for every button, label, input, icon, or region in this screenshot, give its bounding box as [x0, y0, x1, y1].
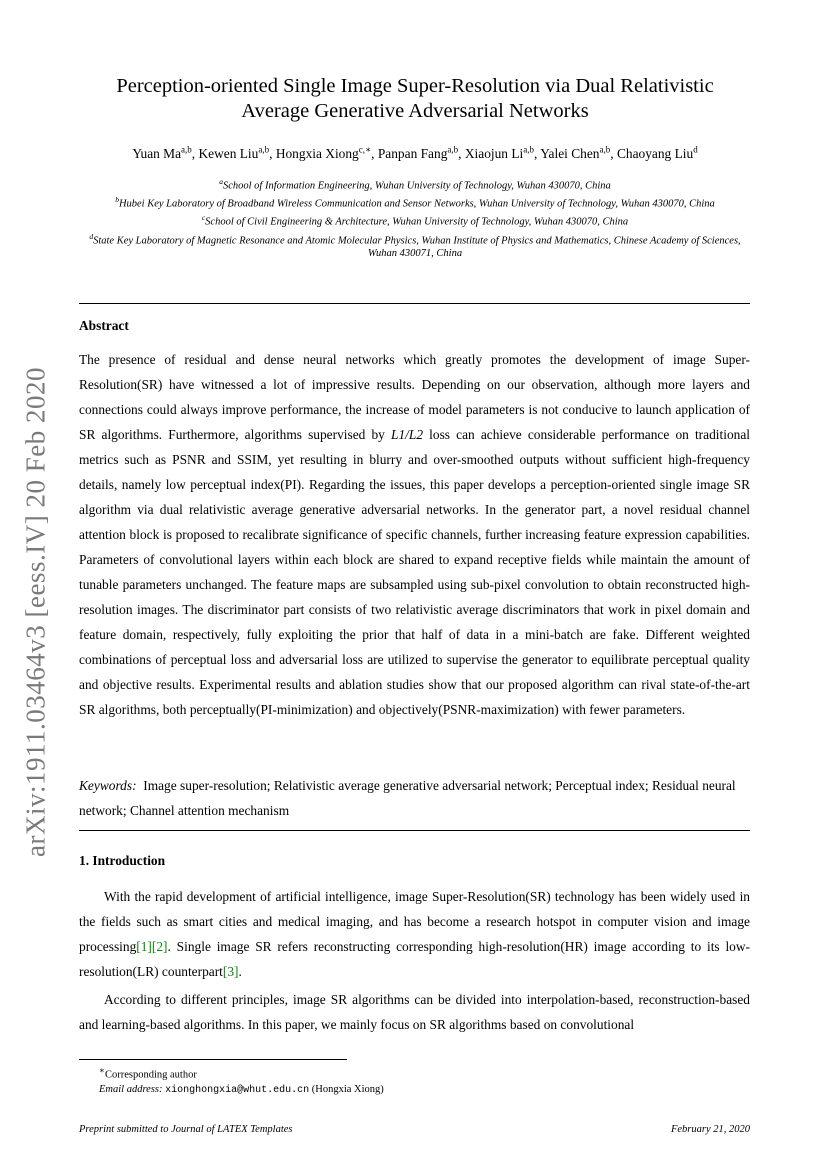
loss-math: L1/L2 [391, 427, 424, 442]
abstract-top-rule [79, 303, 750, 304]
abstract-heading: Abstract [79, 318, 129, 333]
abstract-body: The presence of residual and dense neural networks which greatly promotes the development of image Super-Resolution(SR) have witnessed a lot of impressive results. Depending on our observation, although more layers and connections could always improve performance, the increase of model parameters is not conducive to launch application of SR algorithms. Furthermore, algorithms supervised by L1/L2 loss can achieve considerable performance on traditional metrics such as PSNR and SSIM, yet resulting in blurry and over-smoothed outputs without sufficient high-frequency details, namely low perceptual index(PI). Regarding the issues, this paper develops a perception-oriented single image SR algorithm via dual relativistic average generative adversarial networks. In the generator part, a novel residual channel attention block is proposed to recalibrate significance of specific channels, further increasing feature expression capabilities. Parameters of convolutional layers within each block are shared to expand receptive fields while maintain the amount of tunable parameters unchanged. The feature maps are subsampled using sub-pixel convolution to obtain reconstructed high-resolution images. The discriminator part consists of two relativistic average discriminators that work in pixel domain and feature domain, respectively, fully exploiting the prior that half of data in a mini-batch are fake. Different weighted combinations of perceptual loss and adversarial loss are utilized to supervise the generator to equilibrate perceptual quality and objective results. Experimental results and ablation studies show that our proposed algorithm can rival state-of-the-art SR algorithms, both perceptually(PI-minimization) and objectively(PSNR-maximization) with fewer parameters. [79, 352, 750, 717]
author: Kewen Liu$^{a,b}$, [198, 145, 276, 162]
title-line-2: Average Generative Adversarial Networks [241, 100, 589, 122]
affiliation-a: $^a$School of Information Engineering, Wuhan University of Technology, Wuhan 430070, China [219, 177, 611, 192]
title-line-1: Perception-oriented Single Image Super-Resolution via Dual Relativistic [116, 75, 714, 97]
citation-link[interactable]: [3] [222, 964, 239, 979]
author: Panpan Fang$^{a,b}$, [377, 145, 465, 162]
abstract-bottom-rule [79, 830, 750, 831]
arxiv-side-stamp: arXiv:1911.03464v3 [eess.IV] 20 Feb 2020 [20, 367, 51, 857]
citation-link[interactable]: [2] [151, 939, 168, 954]
affiliations [80, 175, 750, 261]
author: Yalei Chen$^{a,b}$, [540, 145, 617, 162]
keywords-text: Image super-resolution; Relativistic average generative adversarial network; Perceptual index; Residual neural network; Channel attention mechanism [79, 778, 736, 818]
footnote-rule [79, 1059, 347, 1060]
affiliation-b: $^b$Hubei Key Laboratory of Broadband Wireless Communication and Sensor Networks, Wuhan University of Technology, Wuhan 430070, China [115, 195, 715, 210]
footer-date: February 21, 2020 [670, 1124, 750, 1135]
paper-title [80, 74, 750, 124]
author-list [80, 145, 750, 162]
keywords-label: Keywords: [79, 778, 137, 793]
intro-paragraph-1: With the rapid development of artificial intelligence, image Super-Resolution(SR) technology has been widely used in the fields such as smart cities and medical imaging, and has become a research hotspot in computer vision and image processing[1][2]. Single image SR refers reconstructing corresponding high-resolution(HR) image according to its low-resolution(LR) counterpart[3]. [79, 889, 750, 979]
footer-journal: Preprint submitted to Journal of LATEX Templates [79, 1124, 293, 1135]
author: Chaoyang Liu$^d$ [616, 145, 698, 162]
author: Yuan Ma$^{a,b}$, [132, 145, 199, 162]
author: Hongxia Xiong$^{c,∗}$, [275, 145, 378, 162]
intro-paragraph-2: According to different principles, image SR algorithms can be divided into interpolation-based, reconstruction-based and learning-based algorithms. In this paper, we mainly focus on SR algorithms based on convolutional [79, 992, 750, 1032]
email-link[interactable]: xionghongxia@whut.edu.cn [165, 1084, 310, 1096]
keywords [79, 773, 750, 823]
author: Xiaojun Li$^{a,b}$, [464, 145, 541, 162]
affiliation-d: $^d$State Key Laboratory of Magnetic Resonance and Atomic Molecular Physics, Wuhan Institute of Physics and Mathematics, Chinese Academy of Sciences, Wuhan 430071, China [89, 231, 741, 260]
affiliation-c: $^c$School of Civil Engineering & Architecture, Wuhan University of Technology, Wuhan 430070, China [201, 213, 629, 228]
citation-link[interactable]: [1] [136, 939, 152, 954]
section-heading-introduction: 1. Introduction [79, 853, 166, 868]
footnote: ∗Corresponding author Email address: xionghongxia@whut.edu.cn (Hongxia Xiong) [99, 1065, 384, 1096]
